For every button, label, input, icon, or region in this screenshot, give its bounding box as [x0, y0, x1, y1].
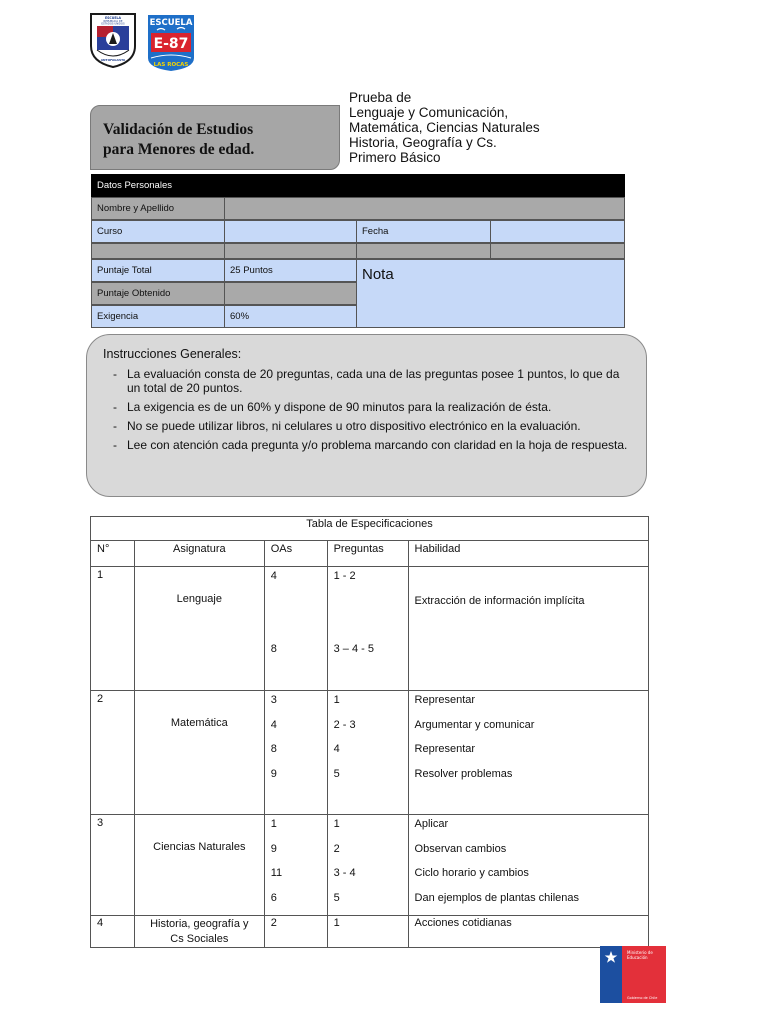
prueba-line-1: Prueba de: [349, 90, 412, 105]
e87-school-logo: [147, 14, 195, 72]
oa-value: 3: [270, 694, 277, 706]
ministry-line-1: Ministerio de: [627, 950, 653, 955]
question-value: 2 - 3: [333, 718, 356, 731]
instructions-title: Instrucciones Generales:: [103, 347, 242, 361]
ministry-line-2: Educación: [627, 955, 648, 960]
question-value: [334, 594, 402, 619]
oa-value: 6: [270, 891, 277, 904]
skill-value: [415, 569, 642, 594]
skill-value: Observan cambios: [414, 842, 507, 855]
question-value: 5: [333, 891, 340, 904]
puntaje-total-label: Puntaje Total: [91, 259, 225, 282]
table-row: [91, 916, 649, 948]
table-row: [91, 567, 649, 691]
question-value: 1 - 2: [333, 570, 356, 582]
question-value: 3 - 4: [333, 867, 356, 879]
row-number: 3: [91, 815, 135, 916]
skill-value: Dan ejemplos de plantas chilenas: [414, 891, 580, 904]
skill-value: Representar: [414, 743, 476, 755]
skill-value: Ciclo horario y cambios: [414, 867, 529, 879]
personal-data-header: Datos Personales: [91, 174, 625, 197]
crest-text-1: ESCUELA: [104, 16, 122, 20]
col-header-habilidad: Habilidad: [408, 541, 648, 567]
exigencia-label: Exigencia: [91, 305, 225, 328]
ministry-education-logo: [600, 946, 666, 1003]
puntaje-obtenido-label: Puntaje Obtenido: [91, 282, 225, 305]
spacer-cell-4: [490, 243, 625, 259]
exigencia-value: 60%: [224, 305, 357, 328]
spacer-cell-2: [224, 243, 357, 259]
fecha-field[interactable]: [490, 220, 625, 243]
crest-text-3: ESTADOS UNIDOS: [101, 22, 125, 26]
col-header-asignatura: Asignatura: [134, 541, 264, 567]
oa-value: 8: [270, 643, 277, 655]
oa-value: 9: [270, 767, 277, 780]
row-subject-line-2: Cs Sociales: [170, 933, 229, 945]
curso-label: Curso: [91, 220, 225, 243]
prueba-line-4: Historia, Geografía y Cs.: [349, 135, 497, 150]
table-row: [91, 691, 649, 815]
skill-value: Representar: [414, 694, 476, 706]
skill-value: Acciones cotidianas: [408, 916, 648, 948]
title-line-1: Validación de Estudios: [103, 121, 254, 138]
col-header-preguntas: Preguntas: [327, 541, 408, 567]
specifications-table: [90, 516, 649, 948]
row-subject-line-1: Historia, geografía y: [150, 918, 249, 930]
instruction-item: - La evaluación consta de 20 preguntas, cada una de las preguntas posee 1 puntos, lo que da un total de 20 puntos.: [103, 367, 632, 395]
question-value: 1: [333, 694, 340, 706]
puntaje-obtenido-field[interactable]: [224, 282, 357, 305]
oa-value: 8: [270, 743, 277, 755]
row-subject: Ciencias Naturales: [134, 815, 264, 916]
question-value: 1: [333, 818, 340, 830]
nombre-label: Nombre y Apellido: [91, 197, 225, 220]
fecha-label: Fecha: [356, 220, 491, 243]
puntaje-total-value: 25 Puntos: [224, 259, 357, 282]
crest-bottom-text: ANTOFAGASTA: [100, 58, 126, 62]
table-row: [91, 815, 649, 916]
e87-bottom-text: LAS ROCAS: [153, 62, 189, 68]
question-value: 5: [333, 767, 340, 780]
oa-value: [271, 594, 321, 619]
col-header-oas: OAs: [264, 541, 327, 567]
oa-value: 9: [270, 842, 277, 855]
nombre-field[interactable]: [224, 197, 625, 220]
row-number: 1: [91, 567, 135, 691]
spacer-cell-3: [356, 243, 491, 259]
spec-table-caption: Tabla de Especificaciones: [91, 517, 649, 541]
col-header-n: N°: [91, 541, 135, 567]
instruction-item: - La exigencia es de un 60% y dispone de 90 minutos para la realización de ésta.: [103, 400, 632, 414]
prueba-line-5: Primero Básico: [349, 150, 441, 165]
nota-box[interactable]: Nota: [356, 259, 625, 328]
instruction-item: - No se puede utilizar libros, ni celulares u otro dispositivo electrónico en la evaluación.: [103, 419, 632, 433]
row-number: 2: [91, 691, 135, 815]
curso-field[interactable]: [224, 220, 357, 243]
crest-text-2: REPUBLICA DE: [103, 20, 123, 23]
question-value: 2: [333, 842, 340, 855]
skill-value: Resolver problemas: [414, 767, 513, 780]
prueba-line-2: Lenguaje y Comunicación,: [349, 105, 509, 120]
question-value: 4: [333, 743, 340, 755]
oa-value: 11: [270, 867, 283, 879]
oa-value: 1: [270, 818, 277, 830]
spacer-cell-1: [91, 243, 225, 259]
oa-value: 4: [270, 570, 277, 582]
personal-data-table: [91, 174, 625, 328]
prueba-line-3: Matemática, Ciencias Naturales: [349, 120, 540, 135]
ministry-footer: Gobierno de Chile: [627, 996, 658, 1000]
row-subject: Lenguaje: [134, 567, 264, 691]
school-crest-logo: [89, 12, 137, 68]
title-line-2: para Menores de edad.: [103, 141, 255, 158]
skill-value: Argumentar y comunicar: [414, 718, 535, 731]
oa-value: 2: [264, 916, 327, 948]
skill-value: [415, 642, 642, 667]
title-box: [90, 105, 340, 170]
instruction-item: - Lee con atención cada pregunta y/o problema marcando con claridad en la hoja de respuesta.: [103, 438, 632, 452]
row-subject: Matemática: [134, 691, 264, 815]
skill-value: Extracción de información implícita: [414, 594, 585, 607]
question-value: 3 – 4 - 5: [333, 643, 374, 655]
row-number: 4: [91, 916, 135, 948]
question-value: 1: [327, 916, 408, 948]
e87-top-text: ESCUELA: [149, 18, 193, 28]
oa-value: 4: [270, 718, 277, 731]
skill-value: Aplicar: [414, 818, 449, 830]
instructions-box: [86, 334, 647, 497]
test-description: [349, 90, 540, 165]
instructions-list: [103, 367, 632, 452]
e87-code: E-87: [153, 36, 189, 52]
